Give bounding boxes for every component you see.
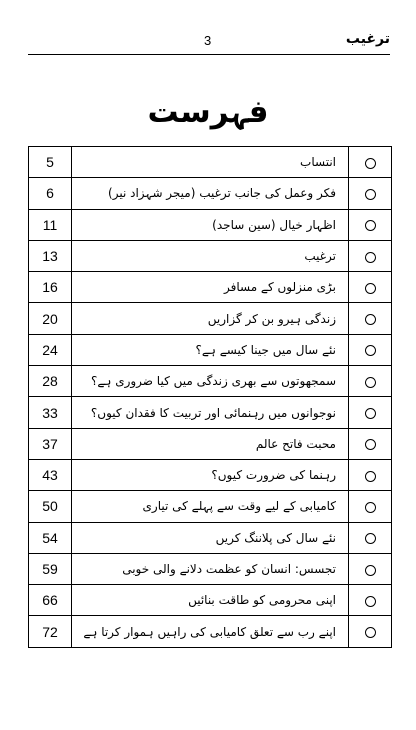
toc-page-number: 59: [29, 553, 72, 584]
circle-bullet-icon: [365, 471, 376, 482]
toc-entry-title: بڑی منزلوں کے مسافر: [72, 272, 349, 303]
circle-bullet-icon: [365, 283, 376, 294]
toc-page-number: 6: [29, 178, 72, 209]
toc-row: [29, 272, 392, 303]
toc-bullet-cell: [349, 334, 392, 365]
toc-row: [29, 209, 392, 240]
circle-bullet-icon: [365, 439, 376, 450]
toc-row: [29, 303, 392, 334]
circle-bullet-icon: [365, 408, 376, 419]
toc-bullet-cell: [349, 553, 392, 584]
toc-page-number: 16: [29, 272, 72, 303]
circle-bullet-icon: [365, 314, 376, 325]
circle-bullet-icon: [365, 533, 376, 544]
circle-bullet-icon: [365, 596, 376, 607]
toc-row: [29, 585, 392, 616]
circle-bullet-icon: [365, 189, 376, 200]
toc-page-number: 11: [29, 209, 72, 240]
circle-bullet-icon: [365, 220, 376, 231]
toc-entry-title: نوجوانوں میں رہنمائی اور تربیت کا فقدان کیوں؟: [72, 397, 349, 428]
toc-entry-title: زندگی ہیرو بن کر گزاریں: [72, 303, 349, 334]
circle-bullet-icon: [365, 565, 376, 576]
toc-entry-title: اپنے رب سے تعلق کامیابی کی راہیں ہموار کرتا ہے: [72, 616, 349, 647]
toc-page-number: 24: [29, 334, 72, 365]
toc-entry-title: ترغیب: [72, 240, 349, 271]
page-header: [28, 31, 390, 53]
toc-bullet-cell: [349, 303, 392, 334]
toc-entry-title: نئے سال میں جینا کیسے ہے؟: [72, 334, 349, 365]
toc-bullet-cell: [349, 178, 392, 209]
toc-row: [29, 459, 392, 490]
toc-page-number: 33: [29, 397, 72, 428]
toc-title: فہرست: [147, 94, 269, 130]
toc-row: [29, 491, 392, 522]
toc-entry-title: تجسس: انسان کو عظمت دلانے والی خوبی: [72, 553, 349, 584]
circle-bullet-icon: [365, 345, 376, 356]
toc-body: [29, 147, 392, 648]
circle-bullet-icon: [365, 252, 376, 263]
toc-entry-title: کامیابی کے لیے وقت سے پہلے کی تیاری: [72, 491, 349, 522]
header-rule: [28, 54, 390, 55]
circle-bullet-icon: [365, 158, 376, 169]
toc-bullet-cell: [349, 366, 392, 397]
toc-page-number: 50: [29, 491, 72, 522]
toc-bullet-cell: [349, 459, 392, 490]
toc-entry-title: انتساب: [72, 147, 349, 178]
toc-page-number: 43: [29, 459, 72, 490]
toc-page-number: 5: [29, 147, 72, 178]
toc-entry-title: فکر وعمل کی جانب ترغیب (میجر شہزاد نیر): [72, 178, 349, 209]
toc-page-number: 28: [29, 366, 72, 397]
toc-row: [29, 428, 392, 459]
toc-bullet-cell: [349, 522, 392, 553]
toc-table: [28, 146, 392, 648]
toc-entry-title: نئے سال کی پلاننگ کریں: [72, 522, 349, 553]
toc-bullet-cell: [349, 209, 392, 240]
toc-row: [29, 240, 392, 271]
toc-bullet-cell: [349, 147, 392, 178]
toc-row: [29, 522, 392, 553]
toc-entry-title: محبت فاتح عالم: [72, 428, 349, 459]
toc-row: [29, 616, 392, 647]
toc-entry-title: رہنما کی ضرورت کیوں؟: [72, 459, 349, 490]
toc-entry-title: سمجھوتوں سے بھری زندگی میں کیا ضروری ہے؟: [72, 366, 349, 397]
toc-row: [29, 366, 392, 397]
page-number: 3: [204, 33, 212, 48]
toc-row: [29, 397, 392, 428]
toc-row: [29, 553, 392, 584]
toc-row: [29, 178, 392, 209]
toc-page-number: 72: [29, 616, 72, 647]
toc-bullet-cell: [349, 428, 392, 459]
toc-page-number: 66: [29, 585, 72, 616]
toc-page-number: 37: [29, 428, 72, 459]
toc-page-number: 54: [29, 522, 72, 553]
circle-bullet-icon: [365, 502, 376, 513]
toc-page-number: 20: [29, 303, 72, 334]
circle-bullet-icon: [365, 627, 376, 638]
book-title: ترغیب: [345, 31, 390, 47]
toc-bullet-cell: [349, 397, 392, 428]
toc-bullet-cell: [349, 272, 392, 303]
toc-page-number: 13: [29, 240, 72, 271]
toc-entry-title: اظہار خیال (سین ساجد): [72, 209, 349, 240]
toc-entry-title: اپنی محرومی کو طاقت بنائیں: [72, 585, 349, 616]
toc-row: [29, 334, 392, 365]
toc-row: [29, 147, 392, 178]
toc-bullet-cell: [349, 491, 392, 522]
toc-bullet-cell: [349, 616, 392, 647]
circle-bullet-icon: [365, 377, 376, 388]
toc-bullet-cell: [349, 240, 392, 271]
toc-bullet-cell: [349, 585, 392, 616]
